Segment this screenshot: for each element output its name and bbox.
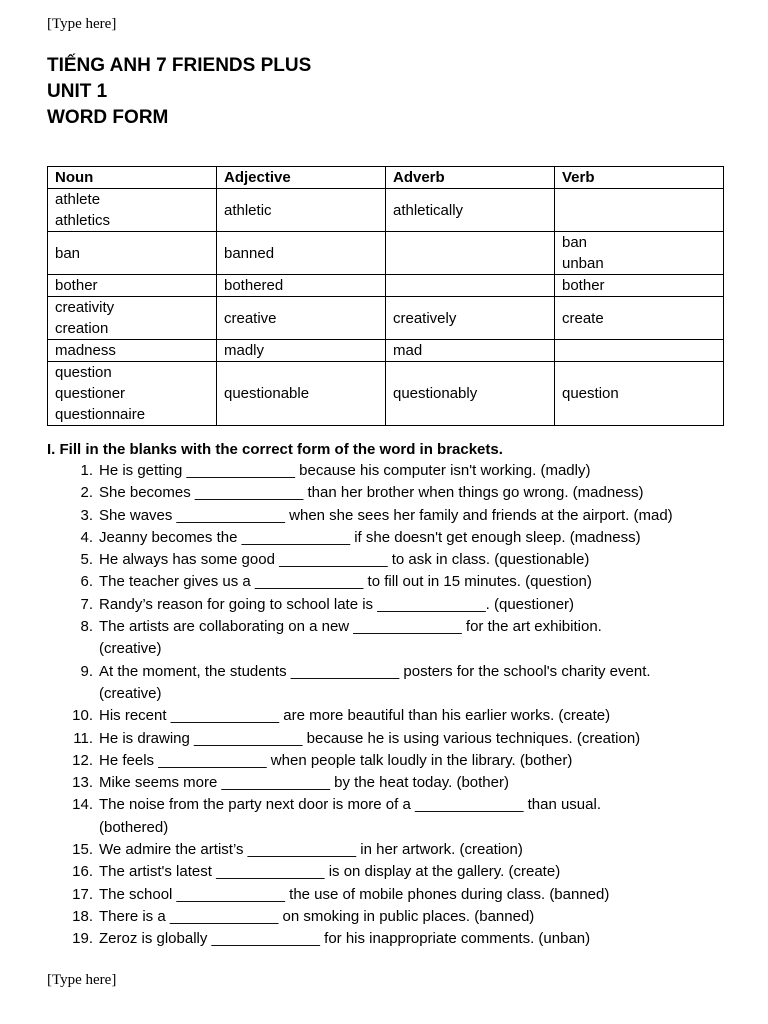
word-form-table (47, 166, 724, 426)
item-text: The noise from the party next door is more of a _____________ than usual. (99, 796, 601, 814)
exercise-item (47, 728, 737, 750)
item-text: We admire the artist’s _____________ in her artwork. (creation) (99, 841, 523, 859)
table-row (48, 340, 724, 362)
exercise-item (47, 705, 737, 727)
header-adverb: Adverb (386, 167, 555, 189)
cell-word: athletics (55, 212, 111, 229)
exercise-item (47, 750, 737, 772)
cell-word: ban (55, 244, 81, 262)
cell-word: mad (393, 342, 423, 359)
table-cell-noun (48, 232, 217, 275)
item-text: Jeanny becomes the _____________ if she doesn't get enough sleep. (madness) (99, 528, 641, 546)
title-line-2: UNIT 1 (47, 81, 108, 102)
cell-word: questionably (393, 385, 478, 402)
cell-word: creative (224, 309, 277, 327)
item-text: She waves _____________ when she sees her family and friends at the airport. (mad) (99, 506, 673, 524)
table-cell-adjective (217, 362, 386, 426)
cell-word: ban (562, 234, 588, 251)
cell-word: questioner (55, 385, 126, 402)
item-number: 19. (72, 930, 93, 948)
item-number: 16. (72, 863, 93, 881)
item-text: The artists are collaborating on a new _____________ for the art exhibition. (99, 618, 602, 636)
item-text: He is drawing _____________ because he is using various techniques. (creation) (99, 729, 641, 747)
item-text: She becomes _____________ than her brother when things go wrong. (madness) (99, 484, 644, 502)
item-number: 9. (80, 662, 93, 680)
cell-word: unban (562, 255, 604, 272)
table-cell-adjective (217, 275, 386, 297)
cell-word: questionnaire (55, 406, 146, 423)
table-cell-noun (48, 189, 217, 232)
item-number (47, 817, 93, 839)
cell-word: creation (55, 320, 109, 337)
item-number: 4. (80, 528, 93, 546)
item-text: The school _____________ the use of mobile phones during class. (banned) (99, 885, 610, 903)
exercise-item (47, 661, 737, 683)
table-cell-adverb (386, 362, 555, 426)
table-cell-noun (48, 362, 217, 426)
item-number: 13. (72, 774, 93, 792)
cell-word: athlete (55, 191, 101, 208)
exercise-list (47, 460, 737, 951)
item-text: His recent _____________ are more beautiful than his earlier works. (create) (99, 707, 611, 725)
cell-word: question (562, 385, 619, 402)
table-cell-adverb (386, 340, 555, 362)
exercise-item (47, 861, 737, 883)
item-number (47, 683, 93, 705)
item-number: 10. (72, 707, 93, 725)
cell-word: madly (224, 342, 265, 359)
exercise-item (47, 571, 737, 593)
item-number: 17. (72, 885, 93, 903)
cell-word: create (562, 309, 604, 327)
item-number: 14. (72, 796, 93, 814)
table-cell-adverb (386, 232, 555, 275)
header-noun: Noun (48, 167, 217, 189)
item-number: 18. (72, 907, 93, 925)
exercise-item (47, 549, 737, 571)
item-text: Zeroz is globally _____________ for his inappropriate comments. (unban) (99, 930, 591, 948)
exercise-item (47, 482, 737, 504)
table-cell-adjective (217, 232, 386, 275)
table-row (48, 275, 724, 297)
cell-word: madness (55, 342, 116, 359)
item-text: (creative) (99, 640, 162, 658)
page-header-note: [Type here] (47, 16, 117, 32)
exercise-item (47, 616, 737, 638)
table-cell-noun (48, 340, 217, 362)
item-number (47, 638, 93, 660)
item-text: He is getting _____________ because his computer isn't working. (madly) (99, 462, 591, 479)
exercise-item (47, 527, 737, 549)
cell-word: question (55, 364, 112, 381)
item-text: He feels _____________ when people talk loudly in the library. (bother) (99, 751, 573, 769)
item-number: 6. (80, 573, 93, 591)
table-cell-adjective (217, 340, 386, 362)
item-number: 5. (80, 551, 93, 569)
item-text: There is a _____________ on smoking in public places. (banned) (99, 907, 535, 925)
table-row (48, 189, 724, 232)
cell-word: creativity (55, 299, 115, 316)
table-cell-verb (555, 362, 724, 426)
exercise-item (47, 928, 737, 950)
exercise-item (47, 884, 737, 906)
table-header-row (48, 167, 724, 189)
item-number: 11. (73, 729, 93, 747)
item-number: 12. (72, 751, 93, 769)
header-verb: Verb (555, 167, 724, 189)
exercise-title: I. Fill in the blanks with the correct form of the word in brackets. (47, 441, 503, 458)
cell-word: bothered (224, 277, 284, 294)
exercise-item-continuation (47, 817, 737, 839)
table-cell-adverb (386, 275, 555, 297)
item-text: (bothered) (99, 818, 169, 836)
title-line-1: TIẾNG ANH 7 FRIENDS PLUS (47, 55, 312, 76)
exercise-item-continuation (47, 638, 737, 660)
table-cell-verb (555, 340, 724, 362)
table-cell-verb (555, 275, 724, 297)
exercise-item (47, 460, 737, 482)
table-row (48, 297, 724, 340)
item-text: He always has some good _____________ to ask in class. (questionable) (99, 551, 590, 569)
page-footer-note: [Type here] (47, 972, 117, 988)
table-cell-noun (48, 297, 217, 340)
title-line-3: WORD FORM (47, 107, 169, 128)
item-number: 2. (80, 484, 93, 502)
table-cell-adjective (217, 189, 386, 232)
exercise-item (47, 794, 737, 816)
exercise-item (47, 906, 737, 928)
item-text: Randy’s reason for going to school late is _____________. (questioner) (99, 595, 575, 613)
item-text: The teacher gives us a _____________ to fill out in 15 minutes. (question) (99, 573, 592, 591)
table-cell-adjective (217, 297, 386, 340)
cell-word: athletic (224, 201, 272, 219)
table-cell-adverb (386, 297, 555, 340)
item-number: 8. (80, 618, 93, 636)
exercise-item (47, 594, 737, 616)
document-title (47, 53, 311, 131)
header-adjective: Adjective (217, 167, 386, 189)
exercise-section (47, 440, 737, 951)
item-text: (creative) (99, 684, 162, 702)
exercise-item (47, 772, 737, 794)
item-text: At the moment, the students _____________ posters for the school's charity event. (99, 662, 651, 680)
table-cell-noun (48, 275, 217, 297)
cell-word: athletically (393, 201, 464, 219)
item-text: Mike seems more _____________ by the heat today. (bother) (99, 774, 509, 792)
table-row (48, 362, 724, 426)
cell-word: questionable (224, 385, 310, 402)
table-cell-verb (555, 297, 724, 340)
exercise-item (47, 505, 737, 527)
exercise-item (47, 839, 737, 861)
cell-word: bother (562, 277, 605, 294)
item-number: 1. (80, 462, 93, 479)
cell-word: creatively (393, 309, 457, 327)
table-cell-verb (555, 189, 724, 232)
exercise-item-continuation (47, 683, 737, 705)
table-cell-adverb (386, 189, 555, 232)
item-text: The artist's latest _____________ is on display at the gallery. (create) (99, 863, 561, 881)
item-number: 3. (80, 506, 93, 524)
table-row (48, 232, 724, 275)
table-cell-verb (555, 232, 724, 275)
cell-word: banned (224, 244, 275, 262)
item-number: 15. (72, 841, 93, 859)
cell-word: bother (55, 277, 98, 294)
item-number: 7. (80, 595, 93, 613)
